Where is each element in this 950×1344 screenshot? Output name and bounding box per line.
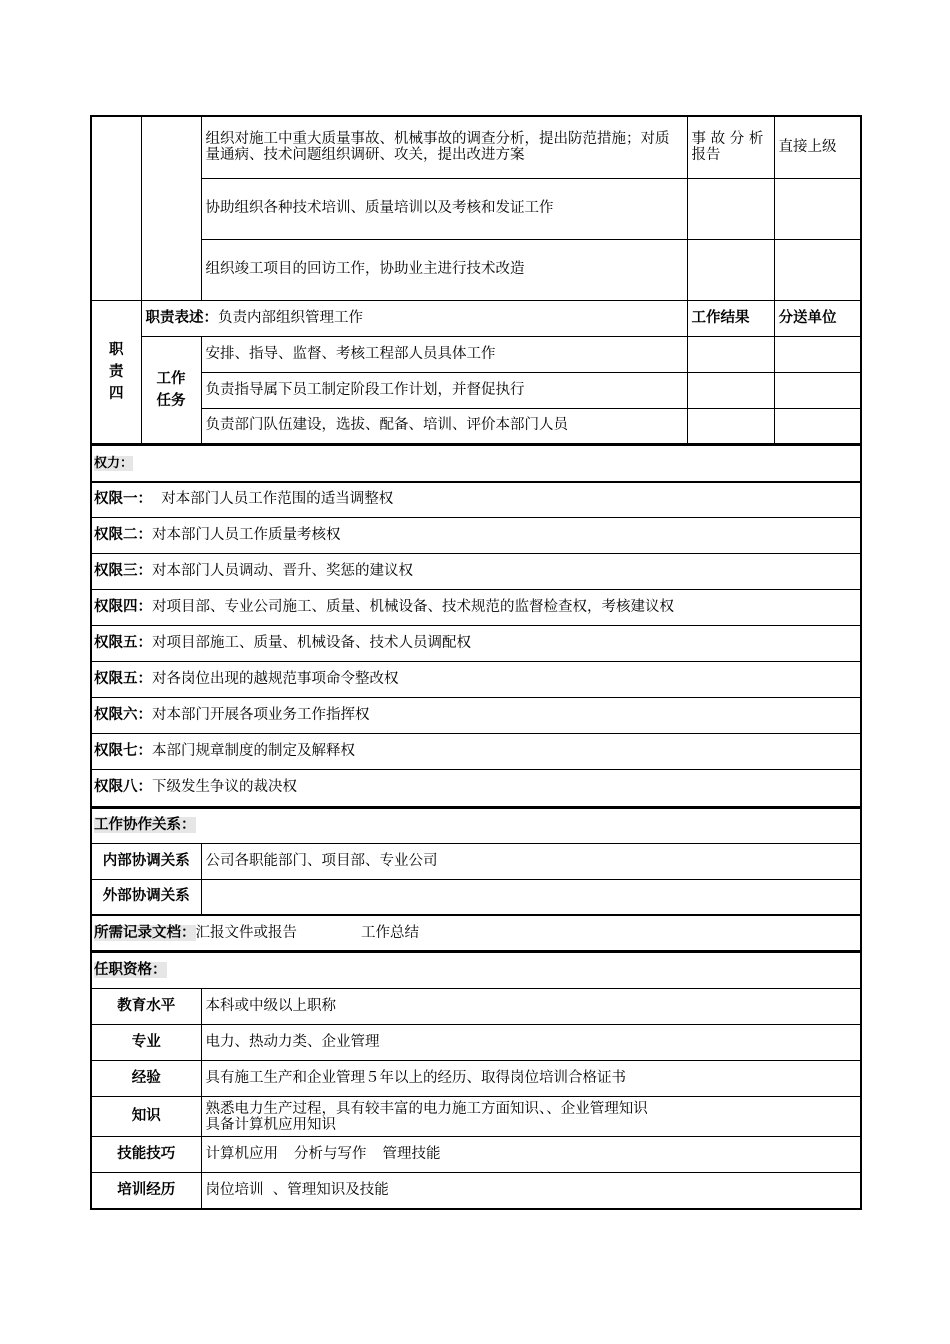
qualifications-heading-cell xyxy=(91,953,861,989)
authority-label: 权限五： xyxy=(94,635,152,651)
cooperation-table xyxy=(90,808,862,953)
job-description-page xyxy=(90,115,860,1210)
duty-task-result: 事 故 分 析报告 xyxy=(687,116,774,178)
authority-label: 权限五： xyxy=(94,671,152,687)
authority-row xyxy=(91,626,861,662)
authority-row xyxy=(91,770,861,807)
authority-label: 权限六： xyxy=(94,707,152,723)
duty-four-task-result xyxy=(687,336,774,372)
authority-row xyxy=(91,734,861,770)
duty-task-text: 组织竣工项目的回访工作，协助业主进行技术改造 xyxy=(201,239,687,300)
qualification-label: 教育水平 xyxy=(91,989,201,1025)
duty-four-label-char: 职 xyxy=(109,341,124,358)
qualification-label: 技能技巧 xyxy=(91,1137,201,1173)
duty-task-dest xyxy=(774,178,861,239)
authority-text: 对各岗位出现的越规范事项命令整改权 xyxy=(152,671,399,687)
duty-four-task: 负责部门队伍建设，选拔、配备、培训、评价本部门人员 xyxy=(201,408,687,444)
duty-three-task-label-cell xyxy=(141,116,201,300)
records-label: 所需记录文档： xyxy=(94,924,196,941)
duty-four-task-result xyxy=(687,372,774,408)
authority-row xyxy=(91,662,861,698)
authority-label: 权限八： xyxy=(94,779,152,796)
duty-four-task-dest xyxy=(774,336,861,372)
task-label-line: 任务 xyxy=(156,392,186,409)
duty-four-task-dest xyxy=(774,372,861,408)
external-label: 外部协调关系 xyxy=(91,879,201,915)
duty-four-task-label xyxy=(141,336,201,444)
qualification-text: 本科或中级以上职称 xyxy=(201,989,861,1025)
qualification-label: 知识 xyxy=(91,1097,201,1137)
internal-label: 内部协调关系 xyxy=(91,843,201,879)
duty-task-result xyxy=(687,239,774,300)
duty-task-text: 组织对施工中重大质量事故、机械事故的调查分析，提出防范措施；对质量通病、技术问题组织调研、攻关，提出改进方案 xyxy=(201,116,687,178)
authority-text: 对本部门开展各项业务工作指挥权 xyxy=(152,707,370,723)
authority-label: 权限七： xyxy=(94,743,152,759)
authority-text: 本部门规章制度的制定及解释权 xyxy=(152,743,355,759)
authority-text: 对本部门人员工作质量考核权 xyxy=(152,527,341,543)
authority-label: 权限四： xyxy=(94,599,152,615)
records-item: 工作总结 xyxy=(361,924,419,941)
qualification-label: 专业 xyxy=(91,1025,201,1061)
duty-statement-text: 负责内部组织管理工作 xyxy=(218,309,363,326)
external-text xyxy=(201,879,861,915)
authority-row xyxy=(91,518,861,554)
authority-heading: 权力： xyxy=(94,455,134,471)
records-row xyxy=(91,915,861,951)
cooperation-heading: 工作协作关系： xyxy=(94,817,196,833)
authority-row xyxy=(91,482,861,518)
duty-four-label-char: 四 xyxy=(109,385,124,402)
authority-text: 对项目部施工、质量、机械设备、技术人员调配权 xyxy=(152,635,471,651)
duty-four-label xyxy=(91,300,141,444)
duties-table xyxy=(90,115,862,445)
authority-row xyxy=(91,590,861,626)
qualification-text: 电力、热动力类、企业管理 xyxy=(201,1025,861,1061)
records-item: 汇报文件或报告 xyxy=(195,924,297,941)
authority-text: 对本部门人员调动、晋升、奖惩的建议权 xyxy=(152,563,413,579)
task-label-line: 工作 xyxy=(156,370,186,387)
duty-four-task: 安排、指导、监督、考核工程部人员具体工作 xyxy=(201,336,687,372)
qualification-label: 经验 xyxy=(91,1061,201,1097)
skill-item: 管理技能 xyxy=(382,1146,441,1162)
qualifications-heading: 任职资格： xyxy=(94,962,167,978)
qualification-text: 岗位培训 、管理知识及技能 xyxy=(201,1173,861,1209)
authority-text: 对项目部、专业公司施工、质量、机械设备、技术规范的监督检查权，考核建议权 xyxy=(152,599,674,615)
duty-three-label-cell xyxy=(91,116,141,300)
authority-label: 权限一： xyxy=(94,491,152,508)
qualifications-table xyxy=(90,952,862,1210)
authority-label: 权限二： xyxy=(94,527,152,543)
duty-task-dest: 直接上级 xyxy=(774,116,861,178)
cooperation-heading-cell xyxy=(91,808,861,843)
authority-table xyxy=(90,445,862,808)
authority-label: 权限三： xyxy=(94,563,152,579)
authority-row xyxy=(91,698,861,734)
qualification-text xyxy=(201,1097,861,1137)
work-result-header: 工作结果 xyxy=(687,300,774,336)
qualification-text xyxy=(201,1137,861,1173)
skill-item: 计算机应用 xyxy=(205,1146,278,1162)
duty-four-label-char: 责 xyxy=(109,363,124,380)
internal-text: 公司各职能部门、项目部、专业公司 xyxy=(201,843,861,879)
duty-task-result xyxy=(687,178,774,239)
authority-text: 对本部门人员工作范围的适当调整权 xyxy=(152,491,394,508)
duty-statement-label: 职责表述： xyxy=(145,309,218,326)
qualification-text: 具有施工生产和企业管理５年以上的经历、取得岗位培训合格证书 xyxy=(201,1061,861,1097)
authority-text: 下级发生争议的裁决权 xyxy=(152,779,297,796)
authority-heading-cell xyxy=(91,446,861,482)
skill-item: 分析与写作 xyxy=(294,1146,367,1162)
duty-four-task: 负责指导属下员工制定阶段工作计划，并督促执行 xyxy=(201,372,687,408)
duty-four-statement xyxy=(141,300,687,336)
duty-four-task-result xyxy=(687,408,774,444)
qualification-label: 培训经历 xyxy=(91,1173,201,1209)
knowledge-line: 具备计算机应用知识 xyxy=(205,1116,336,1133)
authority-row xyxy=(91,554,861,590)
duty-task-dest xyxy=(774,239,861,300)
duty-task-text: 协助组织各种技术培训、质量培训以及考核和发证工作 xyxy=(201,178,687,239)
distribution-header: 分送单位 xyxy=(774,300,861,336)
knowledge-line: 熟悉电力生产过程，具有较丰富的电力施工方面知识、、企业管理知识 xyxy=(205,1100,648,1117)
duty-four-task-dest xyxy=(774,408,861,444)
